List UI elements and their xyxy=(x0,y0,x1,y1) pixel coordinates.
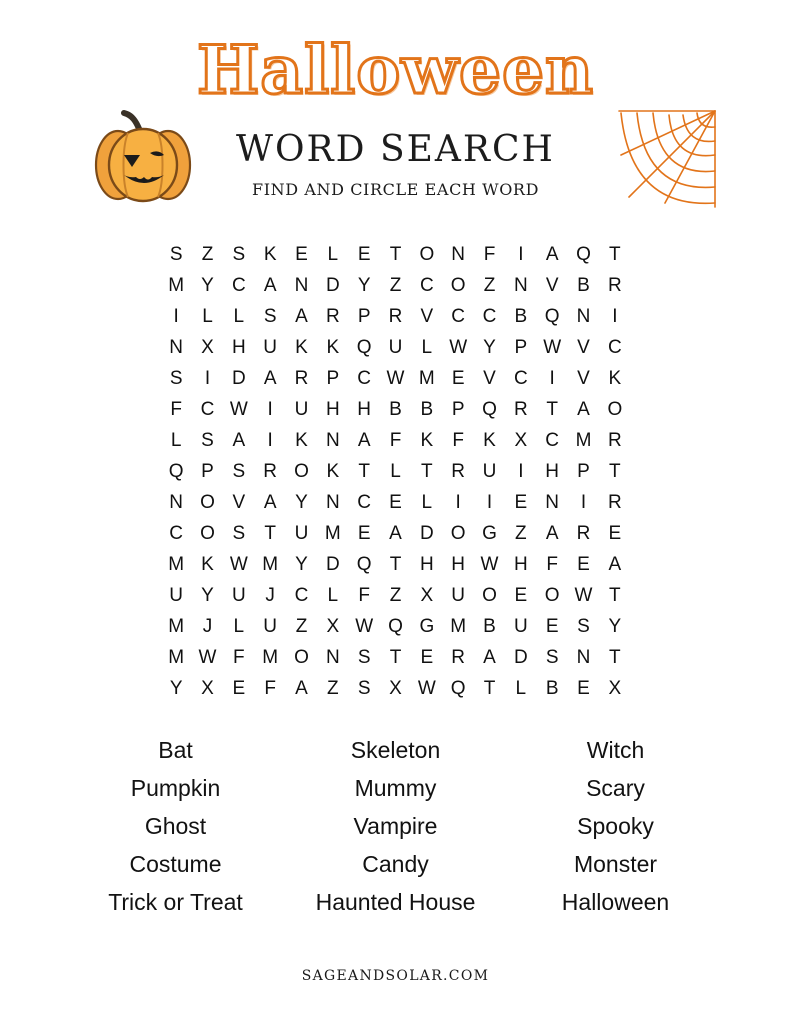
grid-cell: K xyxy=(326,461,340,483)
grid-cell: B xyxy=(483,616,496,638)
grid-cell: D xyxy=(231,368,246,390)
grid-cell: Z xyxy=(295,616,308,638)
grid-cell: C xyxy=(169,523,184,545)
grid-cell: H xyxy=(357,399,372,421)
grid-cell: R xyxy=(576,523,591,545)
grid-cell: C xyxy=(231,275,246,297)
grid-cell: C xyxy=(357,492,372,514)
grid-cell: S xyxy=(169,368,183,390)
grid-cell: Z xyxy=(389,585,402,607)
grid-cell: Y xyxy=(357,275,371,297)
grid-cell: X xyxy=(389,678,402,700)
word-list-item: Costume xyxy=(129,851,222,878)
grid-cell: V xyxy=(483,368,496,390)
grid-cell: W xyxy=(198,647,217,669)
grid-cell: S xyxy=(232,461,246,483)
grid-cell: Y xyxy=(169,678,183,700)
grid-cell: C xyxy=(545,430,560,452)
grid-cell: W xyxy=(449,337,468,359)
grid-cell: Q xyxy=(450,678,466,700)
grid-cell: I xyxy=(518,244,524,266)
grid-cell: S xyxy=(577,616,590,638)
grid-cell: W xyxy=(543,337,562,359)
grid-cell: W xyxy=(417,678,436,700)
grid-cell: A xyxy=(232,430,246,452)
grid-cell: A xyxy=(357,430,371,452)
grid-cell: G xyxy=(419,616,435,638)
grid-cell: R xyxy=(607,275,622,297)
grid-cell: S xyxy=(232,523,246,545)
grid-cell: P xyxy=(201,461,214,483)
grid-cell: T xyxy=(609,244,621,266)
grid-cell: R xyxy=(607,430,622,452)
grid-cell: K xyxy=(420,430,434,452)
grid-cell: W xyxy=(355,616,374,638)
grid-cell: P xyxy=(514,337,528,359)
grid-cell: Z xyxy=(327,678,339,700)
grid-cell: Q xyxy=(576,244,591,266)
grid-cell: H xyxy=(419,554,434,576)
grid-cell: R xyxy=(451,461,466,483)
grid-cell: T xyxy=(483,678,496,700)
word-search-grid xyxy=(161,243,631,701)
grid-cell: F xyxy=(452,430,464,452)
grid-cell: L xyxy=(233,616,245,638)
word-list-item: Mummy xyxy=(354,775,437,802)
grid-cell: Q xyxy=(544,306,560,328)
grid-cell: T xyxy=(421,461,433,483)
grid-cell: F xyxy=(264,678,276,700)
grid-cell: N xyxy=(294,275,309,297)
grid-cell: A xyxy=(263,275,277,297)
grid-cell: C xyxy=(200,399,215,421)
grid-cell: K xyxy=(201,554,214,576)
word-list-item: Bat xyxy=(158,737,193,764)
grid-cell: E xyxy=(451,368,465,390)
grid-cell: I xyxy=(204,368,211,390)
word-list-item: Halloween xyxy=(561,889,670,916)
grid-cell: M xyxy=(168,275,185,297)
grid-cell: A xyxy=(545,244,559,266)
grid-cell: D xyxy=(325,554,340,576)
grid-cell: S xyxy=(357,647,371,669)
grid-cell: U xyxy=(451,585,466,607)
grid-cell: V xyxy=(577,368,590,390)
grid-cell: K xyxy=(295,337,308,359)
grid-cell: X xyxy=(201,678,214,700)
grid-cell: E xyxy=(514,585,528,607)
grid-cell: N xyxy=(169,492,184,514)
grid-cell: L xyxy=(170,430,182,452)
grid-cell: O xyxy=(607,399,623,421)
grid-cell: M xyxy=(418,368,435,390)
grid-cell: P xyxy=(577,461,590,483)
grid-cell: A xyxy=(263,368,277,390)
grid-cell: M xyxy=(324,523,341,545)
grid-cell: E xyxy=(608,523,622,545)
word-list xyxy=(66,731,726,921)
grid-cell: Y xyxy=(608,616,622,638)
grid-cell: L xyxy=(421,337,433,359)
grid-cell: I xyxy=(267,430,273,452)
word-list-item: Scary xyxy=(586,775,645,802)
grid-cell: M xyxy=(575,430,592,452)
grid-cell: M xyxy=(262,554,279,576)
grid-cell: Q xyxy=(168,461,184,483)
grid-cell: N xyxy=(325,647,340,669)
grid-cell: O xyxy=(450,523,466,545)
grid-cell: Z xyxy=(389,275,402,297)
grid-cell: Q xyxy=(356,337,372,359)
word-list-item: Monster xyxy=(573,851,658,878)
word-list-item: Trick or Treat xyxy=(108,889,243,916)
grid-cell: S xyxy=(169,244,183,266)
grid-cell: W xyxy=(480,554,499,576)
word-list-item: Vampire xyxy=(353,813,438,840)
word-list-item: Skeleton xyxy=(350,737,441,764)
grid-cell: I xyxy=(518,461,524,483)
grid-cell: E xyxy=(577,678,590,700)
grid-cell: M xyxy=(262,647,279,669)
grid-cell: S xyxy=(201,430,214,452)
grid-cell: S xyxy=(545,647,559,669)
grid-cell: W xyxy=(386,368,405,390)
grid-cell: F xyxy=(233,647,245,669)
grid-cell: T xyxy=(389,647,402,669)
grid-cell: M xyxy=(168,647,185,669)
grid-cell: A xyxy=(295,678,308,700)
grid-cell: J xyxy=(202,616,213,638)
grid-cell: E xyxy=(389,492,402,514)
grid-cell: O xyxy=(294,461,309,483)
grid-cell: C xyxy=(513,368,528,390)
grid-cell: L xyxy=(202,306,213,328)
grid-cell: L xyxy=(390,461,401,483)
grid-cell: B xyxy=(420,399,434,421)
grid-cell: C xyxy=(451,306,466,328)
grid-cell: S xyxy=(263,306,277,328)
grid-cell: S xyxy=(357,678,371,700)
grid-cell: N xyxy=(576,306,591,328)
grid-cell: K xyxy=(326,337,340,359)
grid-cell: I xyxy=(267,399,273,421)
grid-cell: X xyxy=(420,585,434,607)
grid-cell: C xyxy=(482,306,497,328)
grid-cell: E xyxy=(357,244,371,266)
grid-cell: H xyxy=(231,337,246,359)
grid-cell: R xyxy=(325,306,340,328)
grid-cell: T xyxy=(609,461,621,483)
grid-cell: B xyxy=(514,306,528,328)
grid-cell: D xyxy=(325,275,340,297)
grid-cell: H xyxy=(513,554,528,576)
grid-cell: I xyxy=(549,368,555,390)
grid-cell: X xyxy=(201,337,214,359)
grid-cell: U xyxy=(294,399,309,421)
grid-cell: U xyxy=(263,616,278,638)
grid-cell: X xyxy=(326,616,340,638)
grid-cell: K xyxy=(263,244,277,266)
grid-cell: Y xyxy=(201,585,214,607)
grid-cell: D xyxy=(513,647,528,669)
grid-cell: V xyxy=(545,275,559,297)
grid-cell: Q xyxy=(356,554,372,576)
grid-cell: N xyxy=(325,492,340,514)
grid-cell: F xyxy=(389,430,402,452)
grid-cell: K xyxy=(483,430,496,452)
grid-cell: B xyxy=(577,275,590,297)
grid-cell: N xyxy=(545,492,560,514)
grid-cell: A xyxy=(545,523,559,545)
grid-cell: T xyxy=(264,523,276,545)
grid-cell: F xyxy=(483,244,496,266)
grid-cell: H xyxy=(545,461,560,483)
grid-cell: A xyxy=(608,554,622,576)
grid-cell: C xyxy=(419,275,434,297)
grid-cell: W xyxy=(229,554,248,576)
grid-cell: X xyxy=(608,678,622,700)
grid-cell: H xyxy=(451,554,466,576)
spider-web-icon xyxy=(603,107,719,213)
grid-cell: Z xyxy=(483,275,496,297)
grid-cell: S xyxy=(232,244,246,266)
word-list-item: Candy xyxy=(362,851,429,878)
grid-cell: L xyxy=(421,492,433,514)
grid-cell: M xyxy=(168,554,185,576)
grid-cell: Y xyxy=(201,275,214,297)
grid-cell: E xyxy=(514,492,528,514)
grid-cell: I xyxy=(455,492,461,514)
grid-cell: F xyxy=(546,554,558,576)
grid-cell: M xyxy=(450,616,467,638)
grid-cell: I xyxy=(173,306,179,328)
grid-cell: T xyxy=(389,244,402,266)
grid-cell: L xyxy=(327,244,339,266)
grid-cell: E xyxy=(420,647,434,669)
grid-cell: R xyxy=(263,461,278,483)
grid-cell: C xyxy=(607,337,622,359)
grid-cell: F xyxy=(358,585,370,607)
grid-cell: K xyxy=(295,430,308,452)
grid-cell: K xyxy=(608,368,622,390)
grid-cell: U xyxy=(263,337,278,359)
grid-cell: D xyxy=(419,523,434,545)
grid-cell: F xyxy=(170,399,182,421)
grid-cell: C xyxy=(357,368,372,390)
grid-cell: R xyxy=(388,306,403,328)
word-list-item: Haunted House xyxy=(315,889,476,916)
grid-cell: A xyxy=(577,399,590,421)
grid-cell: J xyxy=(265,585,275,607)
grid-cell: N xyxy=(325,430,340,452)
word-list-item: Witch xyxy=(586,737,645,764)
grid-cell: U xyxy=(294,523,309,545)
grid-cell: I xyxy=(580,492,587,514)
grid-cell: P xyxy=(326,368,340,390)
grid-cell: C xyxy=(294,585,309,607)
grid-cell: L xyxy=(515,678,527,700)
grid-cell: O xyxy=(482,585,497,607)
grid-cell: V xyxy=(420,306,434,328)
grid-cell: N xyxy=(513,275,528,297)
grid-cell: I xyxy=(486,492,493,514)
grid-cell: N xyxy=(169,337,184,359)
grid-cell: I xyxy=(612,306,618,328)
grid-cell: N xyxy=(576,647,591,669)
grid-cell: B xyxy=(389,399,402,421)
grid-cell: R xyxy=(294,368,309,390)
grid-cell: T xyxy=(546,399,558,421)
worksheet-instruction: FIND AND CIRCLE EACH WORD xyxy=(252,180,539,200)
grid-cell: H xyxy=(325,399,340,421)
header-row xyxy=(0,107,791,227)
grid-cell: Q xyxy=(482,399,497,421)
grid-cell: A xyxy=(483,647,496,669)
word-list-item: Ghost xyxy=(144,813,207,840)
grid-cell: P xyxy=(357,306,371,328)
grid-cell: M xyxy=(168,616,185,638)
grid-cell: L xyxy=(327,585,339,607)
grid-cell: O xyxy=(419,244,435,266)
grid-cell: A xyxy=(263,492,277,514)
grid-cell: T xyxy=(358,461,370,483)
word-list-item: Pumpkin xyxy=(130,775,221,802)
grid-cell: Z xyxy=(201,244,214,266)
footer-credit: SAGEANDSOLAR.COM xyxy=(301,968,490,984)
grid-cell: U xyxy=(169,585,184,607)
grid-cell: E xyxy=(577,554,590,576)
grid-cell: X xyxy=(514,430,528,452)
page-title: Halloween xyxy=(196,31,595,109)
worksheet-subtitle: WORD SEARCH xyxy=(236,129,555,171)
grid-cell: V xyxy=(232,492,246,514)
grid-cell: U xyxy=(231,585,246,607)
grid-cell: R xyxy=(451,647,466,669)
grid-cell: T xyxy=(609,647,621,669)
grid-cell: B xyxy=(545,678,559,700)
grid-cell: E xyxy=(545,616,559,638)
grid-cell: R xyxy=(513,399,528,421)
grid-cell: U xyxy=(513,616,528,638)
grid-cell: A xyxy=(389,523,402,545)
grid-cell: Y xyxy=(295,554,308,576)
word-list-item: Spooky xyxy=(577,813,654,840)
grid-cell: Q xyxy=(388,616,403,638)
grid-cell: W xyxy=(574,585,593,607)
grid-cell: R xyxy=(607,492,622,514)
grid-cell: O xyxy=(200,492,215,514)
grid-cell: A xyxy=(295,306,308,328)
grid-cell: L xyxy=(233,306,245,328)
grid-cell: O xyxy=(544,585,560,607)
grid-cell: E xyxy=(232,678,246,700)
grid-cell: Y xyxy=(295,492,308,514)
grid-cell: P xyxy=(451,399,465,421)
grid-cell: W xyxy=(229,399,248,421)
grid-cell: U xyxy=(482,461,497,483)
grid-cell: O xyxy=(200,523,215,545)
grid-cell: O xyxy=(294,647,309,669)
grid-cell: Z xyxy=(515,523,527,545)
grid-cell: T xyxy=(389,554,402,576)
grid-cell: E xyxy=(357,523,371,545)
grid-cell: Y xyxy=(483,337,496,359)
grid-cell: U xyxy=(388,337,403,359)
grid-cell: T xyxy=(609,585,621,607)
grid-cell: N xyxy=(451,244,466,266)
grid-cell: E xyxy=(295,244,308,266)
grid-cell: O xyxy=(450,275,466,297)
grid-cell: G xyxy=(482,523,497,545)
grid-cell: V xyxy=(577,337,590,359)
